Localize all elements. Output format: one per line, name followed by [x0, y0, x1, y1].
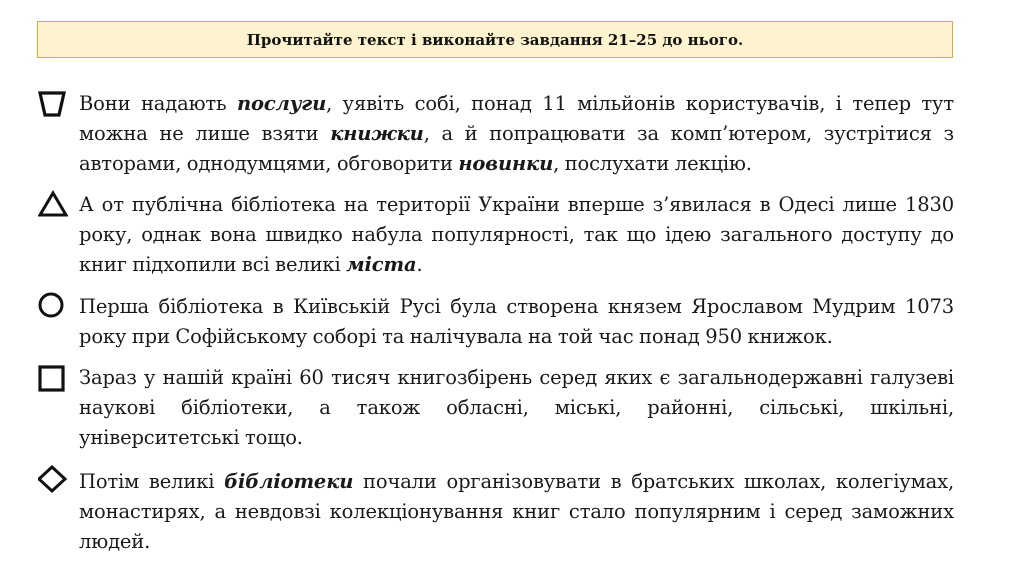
trapezoid-icon	[38, 91, 66, 117]
paragraph-1-keyword-1: послуги	[237, 92, 327, 115]
paragraph-2-keyword-1: міста	[346, 253, 417, 276]
square-icon	[38, 365, 66, 393]
paragraph-1	[79, 89, 954, 179]
paragraph-5	[79, 467, 954, 557]
paragraph-1-seg-2: , уявіть собі, понад 11 мільйонів користувачів, і тепер тут можна не лише взяти	[79, 92, 954, 145]
paragraph-5-seg-2: почали організовувати в братських школах, колегіумах, монастирях, а невдовзі колекціонування книг стало популярним і серед заможних людей.	[79, 470, 954, 553]
paragraph-2-seg-2: .	[416, 253, 423, 276]
paragraph-4-seg-0: Зараз у нашій країні 60 тисяч книгозбірень серед яких є загальнодержавні галузеві наукові бібліотеки, а також обласні, міські, районні, сільські, шкільні, університетські тощо.	[79, 366, 954, 449]
task-instruction-text: Прочитайте текст і виконайте завдання 21–25 до нього.	[246, 30, 744, 49]
paragraph-1-seg-4: , а й попрацювати за комп’ютером, зустрітися з авторами, однодумцями, обговорити	[79, 122, 954, 175]
paragraph-1-keyword-2: книжки	[330, 122, 424, 145]
paragraph-2	[79, 190, 954, 280]
paragraph-2-seg-0: А от публічна бібліотека на території України вперше з’явилася в Одесі лише 1830 року, однак вона швидко набула популярності, так що ідею загального доступу до книг підхопили всі великі	[79, 193, 954, 276]
paragraph-1-keyword-3: новинки	[458, 152, 554, 175]
circle-icon	[38, 292, 66, 320]
paragraph-3	[79, 292, 954, 352]
paragraph-1-seg-6: , послухати лекцію.	[553, 152, 752, 175]
paragraph-5-seg-0: Потім великі	[79, 470, 225, 493]
triangle-icon	[38, 190, 68, 218]
task-instruction-banner	[37, 21, 953, 58]
paragraph-3-seg-0: Перша бібліотека в Київській Русі була створена князем Ярославом Мудрим 1073 року при Софійському соборі та налічувала на той час понад 950 книжок.	[79, 295, 954, 348]
paragraph-4	[79, 363, 954, 453]
diamond-icon	[38, 465, 68, 495]
paragraph-1-seg-0: Вони надають	[79, 92, 238, 115]
paragraph-5-keyword-1: бібліотеки	[224, 470, 354, 493]
